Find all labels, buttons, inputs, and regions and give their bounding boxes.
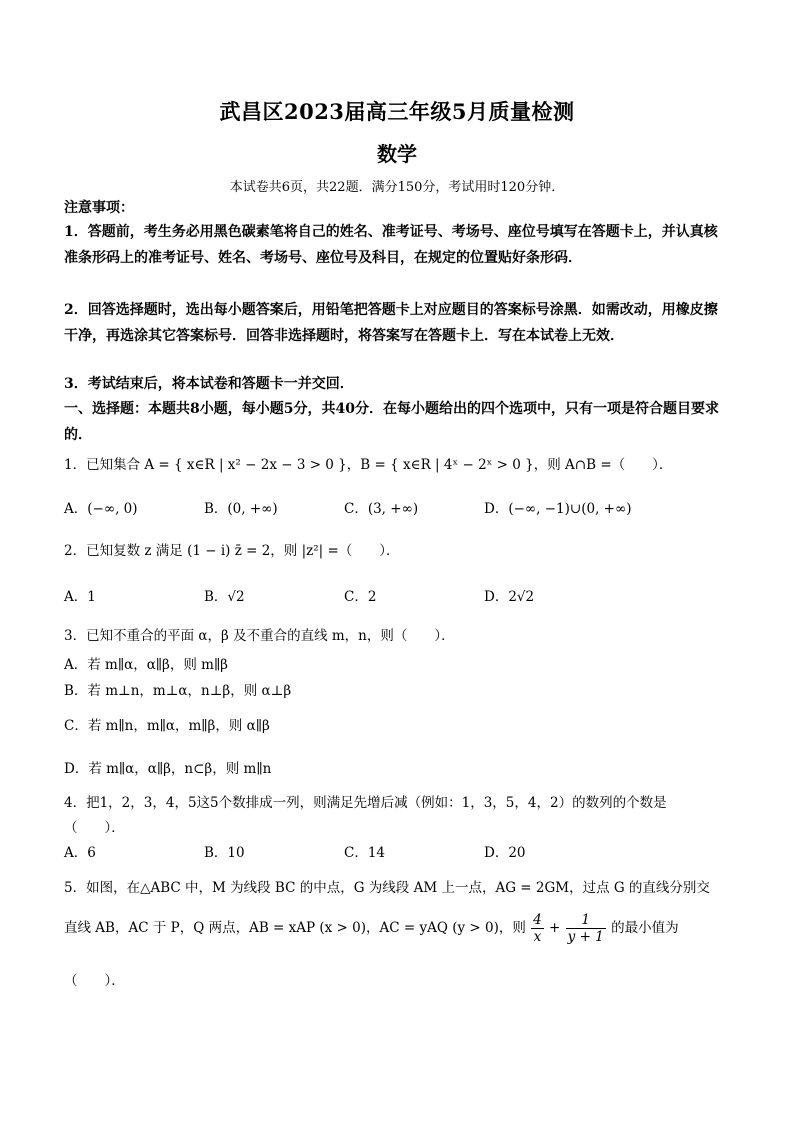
q2-option-a: A．1 (64, 589, 96, 605)
q5-frac2-numerator: 1 (566, 912, 606, 929)
notice-item-1: 1．答题前，考生务必用黑色碳素笔将自己的姓名、准考证号、考场号、座位号填写在答题卡上，并认真核准条形码上的准考证号、姓名、考场号、座位号及科目，在规定的位置贴好条形码． (64, 224, 718, 266)
q5-plus-sign: + (549, 920, 561, 936)
q4-option-c: C．14 (344, 845, 386, 861)
q5-frac1-denominator: x (533, 929, 542, 945)
q5-line-3: （ ）． (64, 973, 125, 989)
q4-option-d: D．20 (484, 845, 526, 861)
notice-item-2: 2．回答选择题时，选出每小题答案后，用铅笔把答题卡上对应题目的答案标号涂黑．如需改动，用橡皮擦干净，再选涂其它答案标号．回答非选择题时，将答案写在答题卡上．写在本试卷上无效． (64, 302, 718, 344)
q5-line-2-end: 的最小值为 (611, 920, 679, 936)
q1-option-c: C．(3, +∞) (344, 501, 419, 517)
q5-frac1-numerator: 4 (533, 912, 542, 928)
q5-fraction-1-over-y-plus-1 (566, 912, 606, 945)
q3-stem: 3．已知不重合的平面 α，β 及不重合的直线 m，n，则（ ）． (64, 628, 455, 644)
q3-option-b: B．若 m⊥n，m⊥α，n⊥β，则 α⊥β (64, 683, 292, 699)
q5-line-1: 5．如图，在△ABC 中，M 为线段 BC 的中点，G 为线段 AM 上一点，AG = 2GM，过点 G 的直线分别交 (64, 880, 710, 896)
q1-option-a: A．(−∞, 0) (64, 501, 138, 517)
exam-info: 本试卷共6页，共22题．满分150分，考试用时120分钟． (229, 180, 565, 195)
q1-option-b: B．(0, +∞) (204, 501, 278, 517)
notice-item-3: 3．考试结束后，将本试卷和答题卡一并交回． (64, 376, 354, 392)
q4-stem: 4．把1，2，3，4，5这5个数排成一列，则满足先增后减（例如：1，3，5，4，2）的数列的个数是 (64, 795, 667, 811)
q5-fraction-4-over-x (531, 912, 544, 945)
q4-stem-2: （ ）． (64, 820, 125, 836)
q5-line-2-text: 直线 AB，AC 于 P，Q 两点，AB = xAP (x > 0)，AC = yAQ (y > 0)，则 (64, 920, 526, 936)
q5-line-2 (64, 912, 679, 945)
exam-subject: 数学 (377, 142, 417, 166)
q2-option-d: D．2√2 (484, 589, 535, 605)
q4-option-b: B．10 (204, 845, 245, 861)
q2-option-b: B．√2 (204, 589, 245, 605)
q3-option-c: C．若 m∥n，m∥α，m∥β，则 α∥β (64, 718, 270, 734)
q1-option-d: D．(−∞, −1)∪(0, +∞) (484, 501, 632, 517)
q3-option-d: D．若 m∥α，α∥β，n⊂β，则 m∥n (64, 761, 272, 777)
q5-frac2-denominator: y + 1 (567, 929, 604, 945)
q1-stem: 1．已知集合 A = { x∈R | x² − 2x − 3 > 0 }，B = { x∈R | 4ˣ − 2ˣ > 0 }，则 A∩B =（ ）． (64, 457, 673, 473)
section-1-heading: 一、选择题：本题共8小题，每小题5分，共40分．在每小题给出的四个选项中，只有一项是符合题目要求的． (64, 401, 719, 443)
exam-title: 武昌区2023届高三年级5月质量检测 (219, 99, 575, 124)
q4-option-a: A．6 (64, 845, 96, 861)
q2-option-c: C．2 (344, 589, 377, 605)
notice-heading: 注意事项： (64, 200, 134, 216)
q2-stem: 2．已知复数 z 满足 (1 − i) z̄ = 2，则 |z²| =（ ）． (64, 543, 400, 559)
q3-option-a: A．若 m∥α，α∥β，则 m∥β (64, 657, 228, 673)
